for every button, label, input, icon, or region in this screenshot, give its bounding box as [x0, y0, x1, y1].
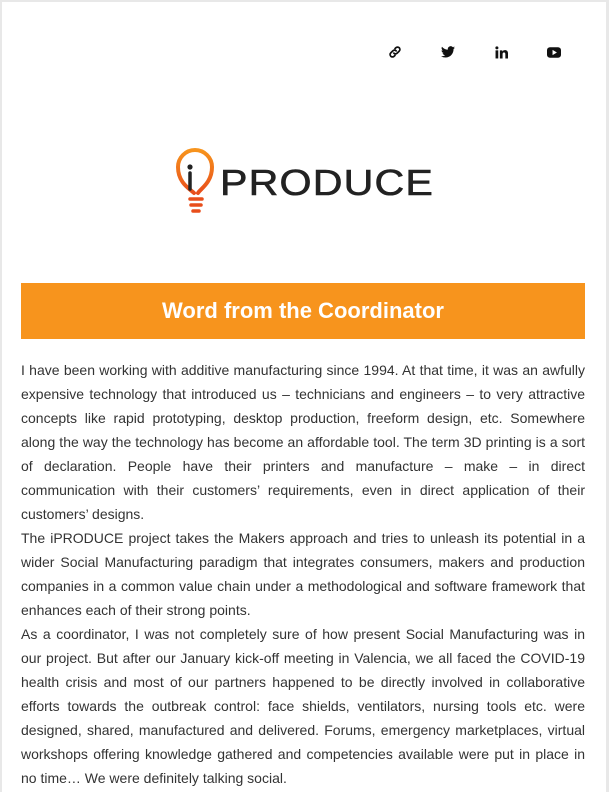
article-paragraph: As a coordinator, I was not completely sure of how present Social Manufacturing was in our project. But after our January kick-off meeting in Valencia, we all faced the COVID-19 health crisis and most of our partners happened to be directly involved in collaborative efforts towards the outbreak control: face shields, ventilators, nursing tools etc. were designed, shared, manufactured and delivered. Forums, emergency marketplaces, virtual workshops offering knowledge gathered and competencies available were put in place in no time… We were definitely talking social. [21, 626, 585, 786]
youtube-icon[interactable] [544, 42, 564, 62]
logo-wordmark: PRODUCE [220, 162, 434, 203]
twitter-icon[interactable] [438, 42, 458, 62]
link-icon[interactable] [385, 42, 405, 62]
iproduce-logo [172, 145, 442, 217]
section-title: Word from the Coordinator [162, 298, 444, 323]
section-banner [21, 283, 585, 339]
newsletter-frame [2, 2, 606, 792]
article-body [21, 358, 585, 790]
social-links-bar [2, 42, 606, 62]
linkedin-icon[interactable] [491, 42, 511, 62]
article-paragraph: The iPRODUCE project takes the Makers approach and tries to unleash its potential in a wider Social Manufacturing paradigm that integrates consumers, makers and production companies in a common value chain under a methodological and software framework that enhances each of their strong points. [21, 530, 585, 618]
article-paragraph: I have been working with additive manufacturing since 1994. At that time, it was an awfully expensive technology that introduced us – technicians and engineers – to very attractive concepts like rapid prototyping, desktop production, freeform design, etc. Somewhere along the way the technology has become an affordable tool. The term 3D printing is a sort of declaration. People have their printers and manufacture – make – in direct communication with their customers’ requirements, even in direct application of their customers’ designs. [21, 362, 585, 522]
lightbulb-icon [178, 150, 212, 211]
